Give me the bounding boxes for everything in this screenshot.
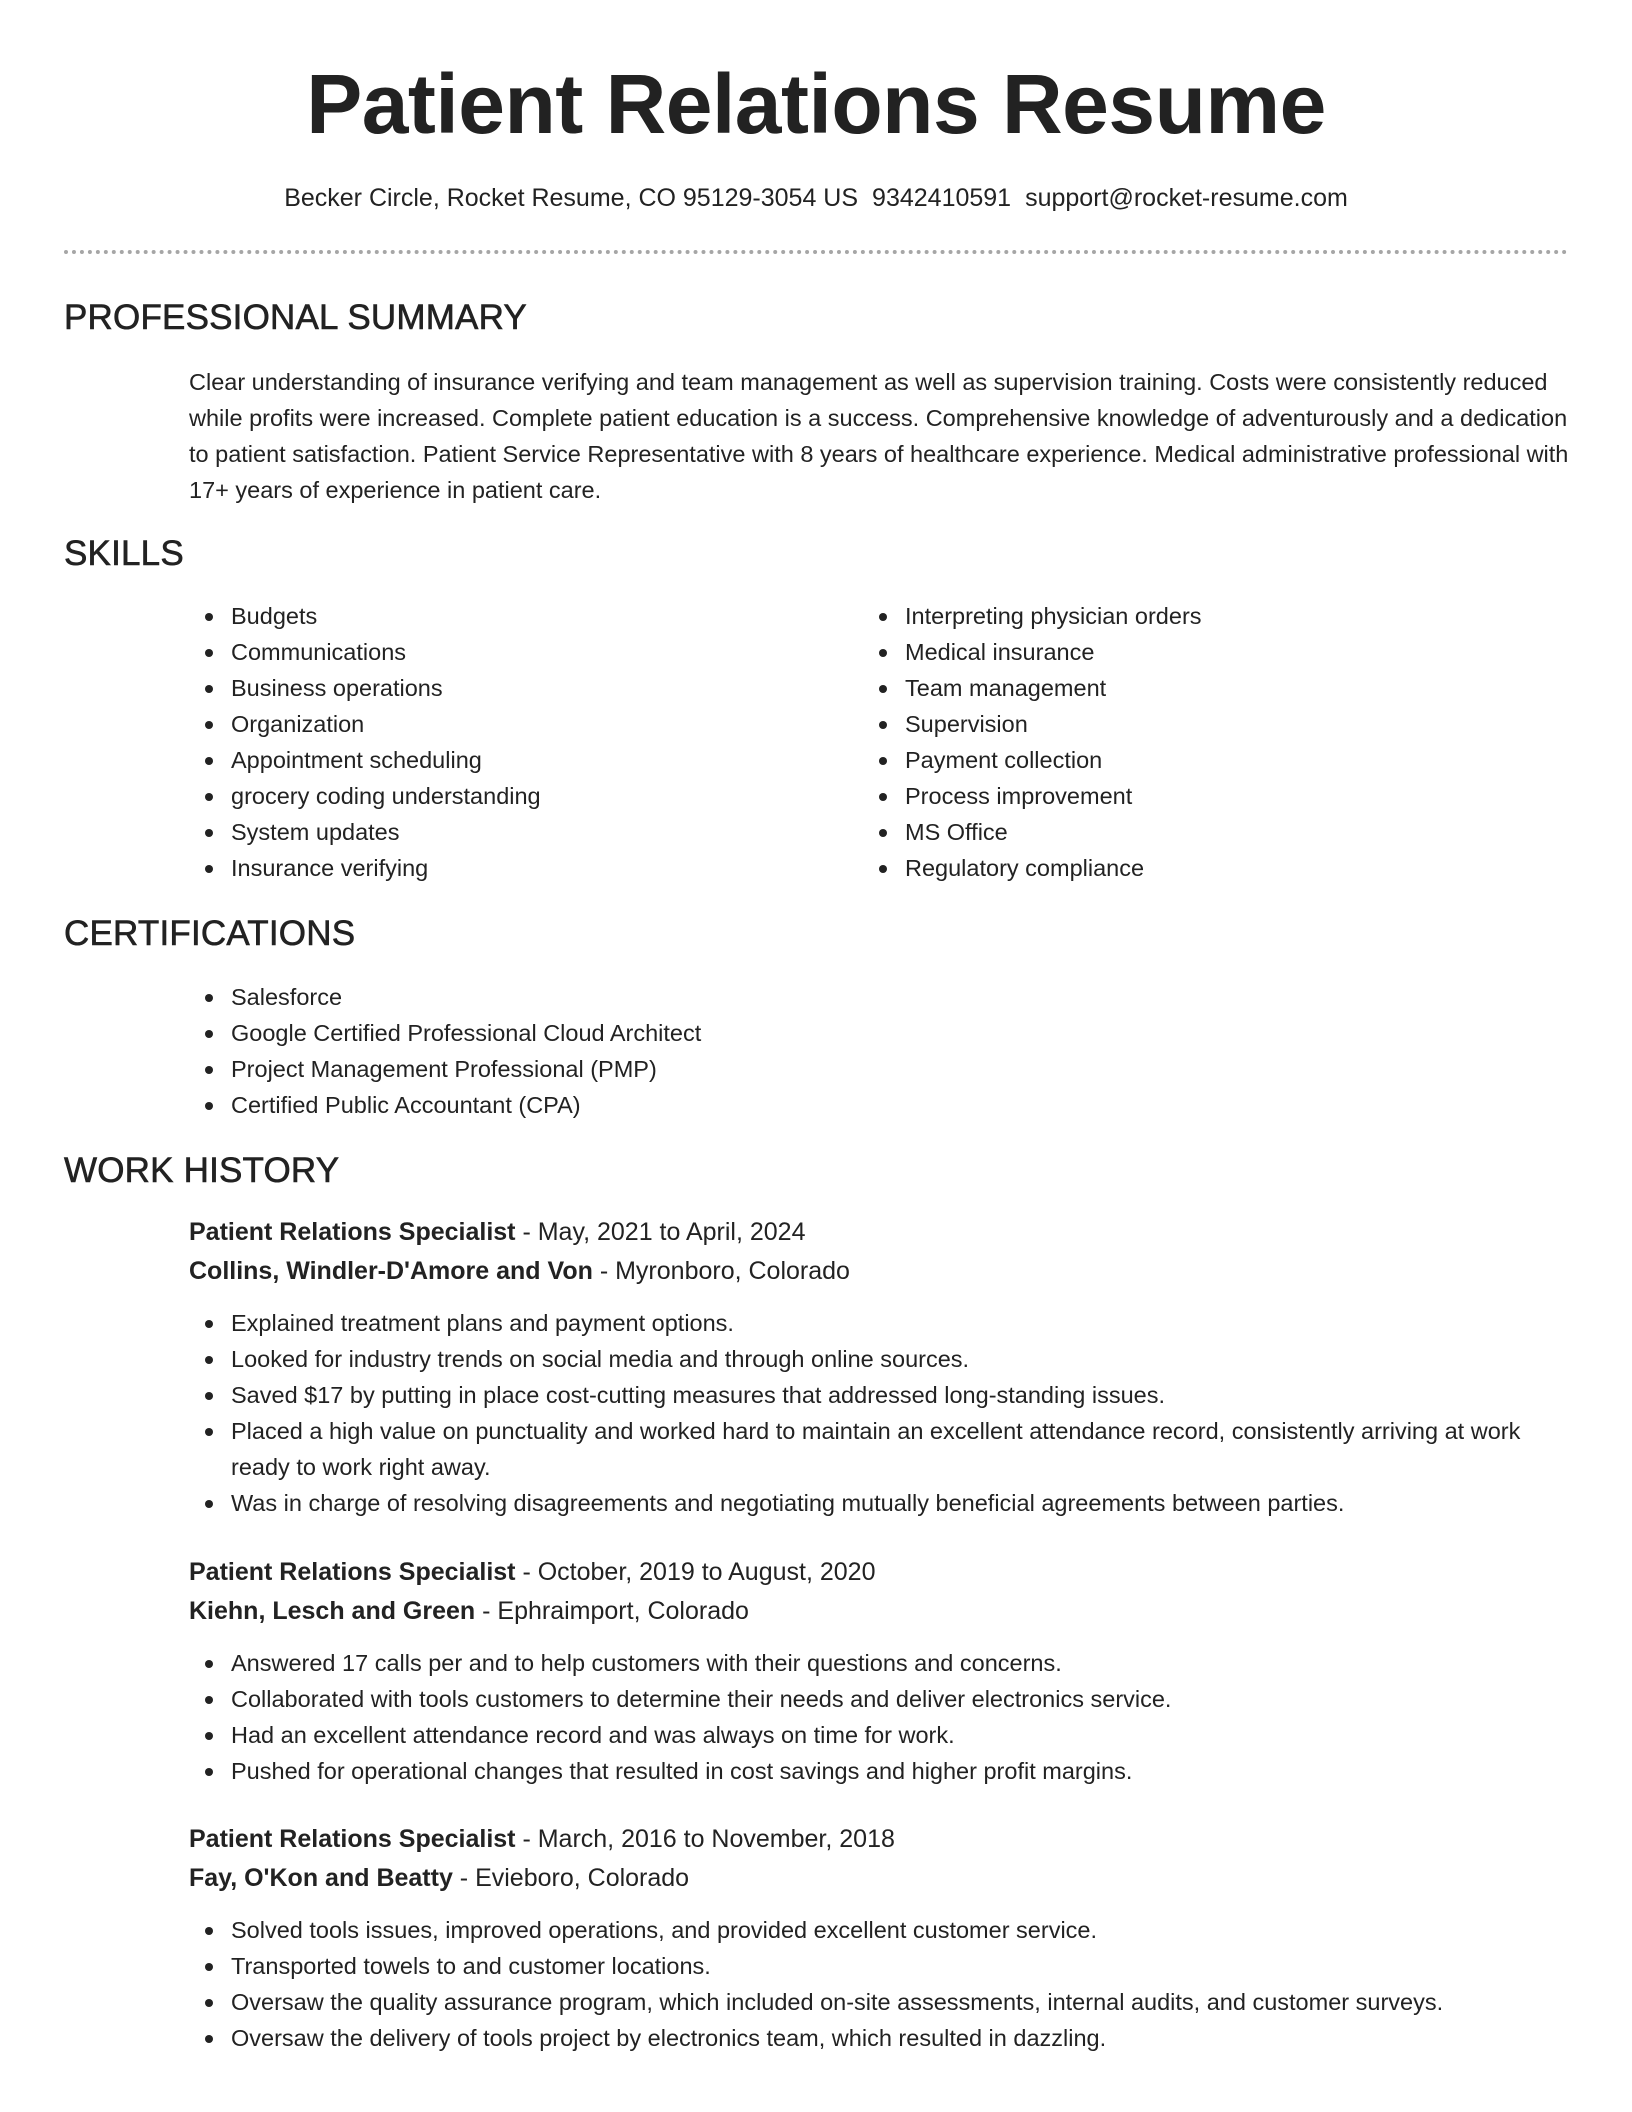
skill-item: Process improvement	[862, 778, 1522, 814]
job-company: Kiehn, Lesch and Green	[189, 1597, 476, 1625]
skill-item: Insurance verifying	[188, 850, 848, 886]
summary-heading: PROFESSIONAL SUMMARY	[64, 298, 527, 337]
job-title-line	[189, 1213, 1579, 1252]
job-entry	[189, 1213, 1579, 1521]
skill-item: MS Office	[862, 814, 1522, 850]
job-location: - Ephraimport, Colorado	[475, 1597, 749, 1625]
skills-heading: SKILLS	[64, 534, 184, 573]
skill-item: Medical insurance	[862, 634, 1522, 670]
job-title-line	[189, 1553, 1579, 1592]
job-bullet: Saved $17 by putting in place cost-cutting measures that addressed long-standing issues.	[188, 1377, 1579, 1413]
job-bullet: Looked for industry trends on social media and through online sources.	[188, 1341, 1579, 1377]
job-bullet: Transported towels to and customer locations.	[188, 1948, 1579, 1984]
summary-text: Clear understanding of insurance verifying and team management as well as supervision training. Costs were consistently reduced while profits were increased. Complete patient education is a success. Comprehensive knowledge of adventurously and a dedication to patient satisfaction. Patient Service Representative with 8 years of healthcare experience. Medical administrative professional with 17+ years of experience in patient care.	[189, 369, 1569, 503]
job-bullet: Had an excellent attendance record and was always on time for work.	[188, 1717, 1579, 1753]
job-bullet: Oversaw the delivery of tools project by electronics team, which resulted in dazzling.	[188, 2020, 1579, 2056]
contact-address: Becker Circle, Rocket Resume, CO 95129-3054 US	[284, 184, 859, 212]
certification-item: Certified Public Accountant (CPA)	[188, 1087, 1568, 1123]
job-company: Collins, Windler-D'Amore and Von	[189, 1257, 593, 1285]
skill-item: grocery coding understanding	[188, 778, 848, 814]
job-title-line	[189, 1820, 1579, 1859]
certification-item: Project Management Professional (PMP)	[188, 1051, 1568, 1087]
job-entry	[189, 1553, 1579, 1789]
certifications-heading: CERTIFICATIONS	[64, 914, 356, 953]
job-bullets	[188, 1912, 1579, 2056]
job-bullet: Solved tools issues, improved operations, and provided excellent customer service.	[188, 1912, 1579, 1948]
skills-list-right	[862, 598, 1522, 886]
job-location: - Myronboro, Colorado	[592, 1257, 850, 1285]
skill-item: Organization	[188, 706, 848, 742]
job-company-line	[189, 1252, 1579, 1291]
job-bullets	[188, 1305, 1579, 1521]
job-bullet: Answered 17 calls per and to help customers with their questions and concerns.	[188, 1645, 1579, 1681]
skill-item: System updates	[188, 814, 848, 850]
job-bullet: Was in charge of resolving disagreements and negotiating mutually beneficial agreements between parties.	[188, 1485, 1579, 1521]
skill-item: Payment collection	[862, 742, 1522, 778]
job-bullet: Pushed for operational changes that resulted in cost savings and higher profit margins.	[188, 1753, 1579, 1789]
header-divider	[64, 250, 1568, 254]
skill-item: Supervision	[862, 706, 1522, 742]
job-dates: - March, 2016 to November, 2018	[515, 1825, 895, 1853]
job-dates: - October, 2019 to August, 2020	[515, 1558, 876, 1586]
job-location: - Evieboro, Colorado	[452, 1864, 690, 1892]
job-bullet: Oversaw the quality assurance program, which included on-site assessments, internal audits, and customer surveys.	[188, 1984, 1579, 2020]
skill-item: Interpreting physician orders	[862, 598, 1522, 634]
job-bullet: Explained treatment plans and payment options.	[188, 1305, 1579, 1341]
job-bullets	[188, 1645, 1579, 1789]
certifications-list	[188, 979, 1568, 1123]
job-title: Patient Relations Specialist	[189, 1558, 516, 1586]
job-company-line	[189, 1859, 1579, 1898]
skill-item: Appointment scheduling	[188, 742, 848, 778]
skill-item: Regulatory compliance	[862, 850, 1522, 886]
resume-title: Patient Relations Resume	[306, 57, 1326, 151]
contact-email[interactable]: support@rocket-resume.com	[1025, 184, 1348, 212]
job-dates: - May, 2021 to April, 2024	[515, 1218, 806, 1246]
job-company: Fay, O'Kon and Beatty	[189, 1864, 453, 1892]
work-history-heading: WORK HISTORY	[64, 1151, 340, 1190]
skill-item: Team management	[862, 670, 1522, 706]
skills-list-left	[188, 598, 848, 886]
job-bullet: Collaborated with tools customers to determine their needs and deliver electronics service.	[188, 1681, 1579, 1717]
job-entry	[189, 1820, 1579, 2056]
certification-item: Google Certified Professional Cloud Architect	[188, 1015, 1568, 1051]
job-company-line	[189, 1592, 1579, 1631]
skill-item: Business operations	[188, 670, 848, 706]
contact-phone: 9342410591	[872, 184, 1012, 212]
job-title: Patient Relations Specialist	[189, 1218, 516, 1246]
certification-item: Salesforce	[188, 979, 1568, 1015]
skill-item: Budgets	[188, 598, 848, 634]
job-bullet: Placed a high value on punctuality and worked hard to maintain an excellent attendance record, consistently arriving at work ready to work right away.	[188, 1413, 1579, 1485]
contact-info	[0, 180, 1632, 216]
skill-item: Communications	[188, 634, 848, 670]
job-title: Patient Relations Specialist	[189, 1825, 516, 1853]
